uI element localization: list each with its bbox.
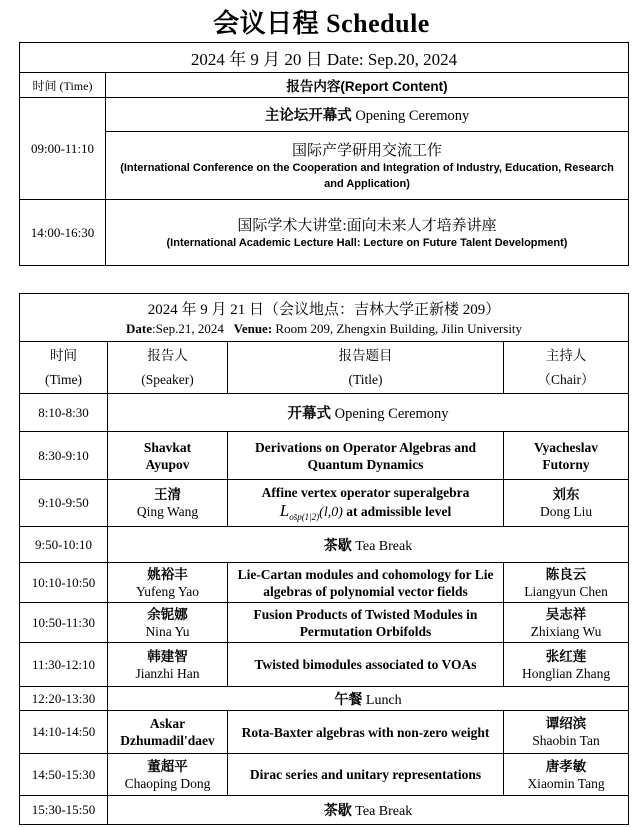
table-row — [20, 643, 629, 687]
speaker-cell — [108, 711, 228, 754]
chair-cell — [504, 432, 629, 480]
speaker-cell — [108, 643, 228, 687]
chair-line2: Zhixiang Wu — [530, 623, 602, 639]
row-time: 10:10-10:50 — [20, 563, 108, 603]
table-row — [20, 394, 629, 432]
speaker-line1: 董超平 — [147, 758, 188, 774]
speaker-line1: 姚裕丰 — [147, 566, 188, 582]
row-span-event — [108, 796, 629, 825]
row-time: 8:30-9:10 — [20, 432, 108, 480]
talk-title: Twisted bimodules associated to VOAs — [228, 643, 504, 687]
speaker-line1: 王清 — [154, 487, 181, 502]
event-en: Opening Ceremony — [334, 406, 449, 422]
day1-date-header: 2024 年 9 月 20 日 Date: Sep.20, 2024 — [20, 43, 629, 73]
row-time: 9:50-10:10 — [20, 527, 108, 563]
day1-session1-item1 — [106, 98, 629, 132]
day1-session1-row2 — [20, 132, 629, 200]
talk-title: Derivations on Operator Algebras and Quantum Dynamics — [228, 432, 504, 480]
speaker-line2: Yufeng Yao — [135, 583, 199, 599]
table-row — [20, 603, 629, 643]
lecture-hall-zh: 国际学术大讲堂:面向未来人才培养讲座 — [237, 217, 497, 234]
speaker-line1: 余铌娜 — [147, 606, 188, 622]
event-en: Tea Break — [355, 538, 413, 554]
row-span-event — [108, 687, 629, 711]
chair-line2: Dong Liu — [539, 504, 593, 519]
chair-cell — [504, 754, 629, 796]
chair-line1: 张红莲 — [545, 648, 587, 664]
chair-line2: Liangyun Chen — [524, 583, 608, 599]
day1-schedule-table — [19, 42, 629, 266]
event-en: Tea Break — [355, 804, 413, 819]
chair-line1: Vyacheslav — [534, 439, 599, 455]
speaker-cell — [108, 480, 228, 527]
table-row — [20, 754, 629, 796]
speaker-cell — [108, 563, 228, 603]
speaker-cell — [108, 432, 228, 480]
opening-ceremony-en: Opening Ceremony — [355, 108, 470, 124]
speaker-line2: Qing Wang — [136, 504, 199, 519]
day2-column-header-row — [20, 342, 629, 394]
speaker-line1: Shavkat — [143, 439, 192, 455]
day2-schedule-table — [19, 293, 629, 825]
talk-title: Rota-Baxter algebras with non-zero weight — [228, 711, 504, 754]
formula-tail: at admissible level — [342, 504, 452, 519]
chair-cell — [504, 563, 629, 603]
chair-line1: 吴志祥 — [545, 606, 587, 622]
row-span-event — [108, 394, 629, 432]
speaker-line1: Askar — [149, 716, 186, 731]
event-zh: 午餐 — [334, 692, 363, 708]
day1-session1-row — [20, 98, 629, 132]
row-time: 10:50-11:30 — [20, 603, 108, 643]
speaker-line2: Jianzhi Han — [135, 665, 200, 681]
event-zh: 茶歇 — [323, 804, 352, 819]
row-time: 15:30-15:50 — [20, 796, 108, 825]
date-value: :Sep.21, 2024 — [152, 321, 224, 336]
table-row — [20, 480, 629, 527]
speaker-cell — [108, 754, 228, 796]
day1-session1-item2 — [106, 132, 629, 200]
formula-args: (l,0) — [319, 505, 343, 520]
page-title: 会议日程 Schedule — [213, 9, 430, 38]
speaker-line2: Dzhumadil'daev — [120, 733, 215, 748]
chair-cell — [504, 480, 629, 527]
opening-ceremony-zh: 主论坛开幕式 — [264, 108, 352, 124]
speaker-line2: Ayupov — [145, 456, 190, 472]
event-en: Lunch — [365, 692, 402, 708]
talk-title-line1: Affine vertex operator superalgebra — [261, 485, 470, 500]
chair-line1: 谭绍滨 — [545, 716, 587, 731]
row-time: 8:10-8:30 — [20, 394, 108, 432]
talk-title — [228, 480, 504, 527]
chair-line1: 陈良云 — [545, 566, 587, 582]
date-label: Date — [126, 321, 152, 336]
chair-line1: 唐孝敏 — [545, 758, 587, 774]
row-time: 11:30-12:10 — [20, 643, 108, 687]
day2-date-venue-line — [24, 319, 624, 340]
row-time: 14:50-15:30 — [20, 754, 108, 796]
chair-line2: Shaobin Tan — [532, 733, 600, 748]
day1-col-content: 报告内容(Report Content) — [106, 73, 629, 98]
day1-session1-time: 09:00-11:10 — [20, 98, 106, 200]
col-time-en: (Time) — [44, 371, 82, 387]
col-header-chair — [504, 342, 629, 394]
col-time-zh: 时间 — [50, 347, 77, 363]
table-row — [20, 563, 629, 603]
col-chair-zh: 主持人 — [545, 347, 587, 363]
chair-line2: Xiaomin Tang — [527, 775, 605, 791]
table-row — [20, 687, 629, 711]
formula-base: L — [279, 501, 290, 520]
talk-title-formula — [279, 501, 452, 522]
talk-title: Dirac series and unitary representations — [228, 754, 504, 796]
chair-cell — [504, 643, 629, 687]
table-row — [20, 527, 629, 563]
table-row — [20, 796, 629, 825]
col-header-time — [20, 342, 108, 394]
venue-value: Room 209, Zhengxin Building, Jilin University — [272, 321, 523, 336]
talk-title: Lie-Cartan modules and cohomology for Lie algebras of polynomial vector fields — [228, 563, 504, 603]
talk-title: Fusion Products of Twisted Modules in Permutation Orbifolds — [228, 603, 504, 643]
venue-label: Venue: — [233, 321, 273, 336]
day1-session2-row — [20, 200, 629, 266]
col-title-zh: 报告题目 — [338, 347, 393, 363]
day1-session2-item — [106, 200, 629, 266]
speaker-line2: Nina Yu — [145, 623, 190, 639]
col-speaker-zh: 报告人 — [147, 347, 188, 363]
table-row — [20, 432, 629, 480]
col-title-en: (Title) — [348, 371, 383, 387]
day2-date-zh: 2024 年 9 月 21 日（会议地点：吉林大学正新楼 209） — [147, 302, 501, 318]
conference-title-en: (International Conference on the Cooperation and Integration of Industry, Education, Research and Application) — [120, 161, 614, 190]
event-zh: 茶歇 — [323, 538, 352, 554]
chair-line2: Futorny — [542, 456, 590, 472]
speaker-line1: 韩建智 — [147, 648, 188, 664]
chair-line2: Honglian Zhang — [521, 665, 611, 681]
day1-session2-time: 14:00-16:30 — [20, 200, 106, 266]
row-span-event — [108, 527, 629, 563]
chair-cell — [504, 603, 629, 643]
row-time: 12:20-13:30 — [20, 687, 108, 711]
speaker-cell — [108, 603, 228, 643]
day1-col-time: 时间 (Time) — [20, 73, 106, 98]
row-time: 9:10-9:50 — [20, 480, 108, 527]
formula-subscript: os̄p(1|2) — [289, 512, 320, 522]
chair-line1: 刘东 — [552, 487, 580, 502]
conference-title-zh: 国际产学研用交流工作 — [292, 142, 443, 159]
day2-date-header — [20, 294, 629, 342]
row-time: 14:10-14:50 — [20, 711, 108, 754]
col-header-speaker — [108, 342, 228, 394]
col-header-title — [228, 342, 504, 394]
chair-cell — [504, 711, 629, 754]
col-chair-en: （Chair） — [537, 371, 595, 387]
event-zh: 开幕式 — [287, 406, 331, 422]
col-speaker-en: (Speaker) — [141, 371, 194, 387]
table-row — [20, 711, 629, 754]
speaker-line2: Chaoping Dong — [124, 775, 211, 791]
lecture-hall-en: (International Academic Lecture Hall: Lecture on Future Talent Development) — [166, 236, 568, 249]
